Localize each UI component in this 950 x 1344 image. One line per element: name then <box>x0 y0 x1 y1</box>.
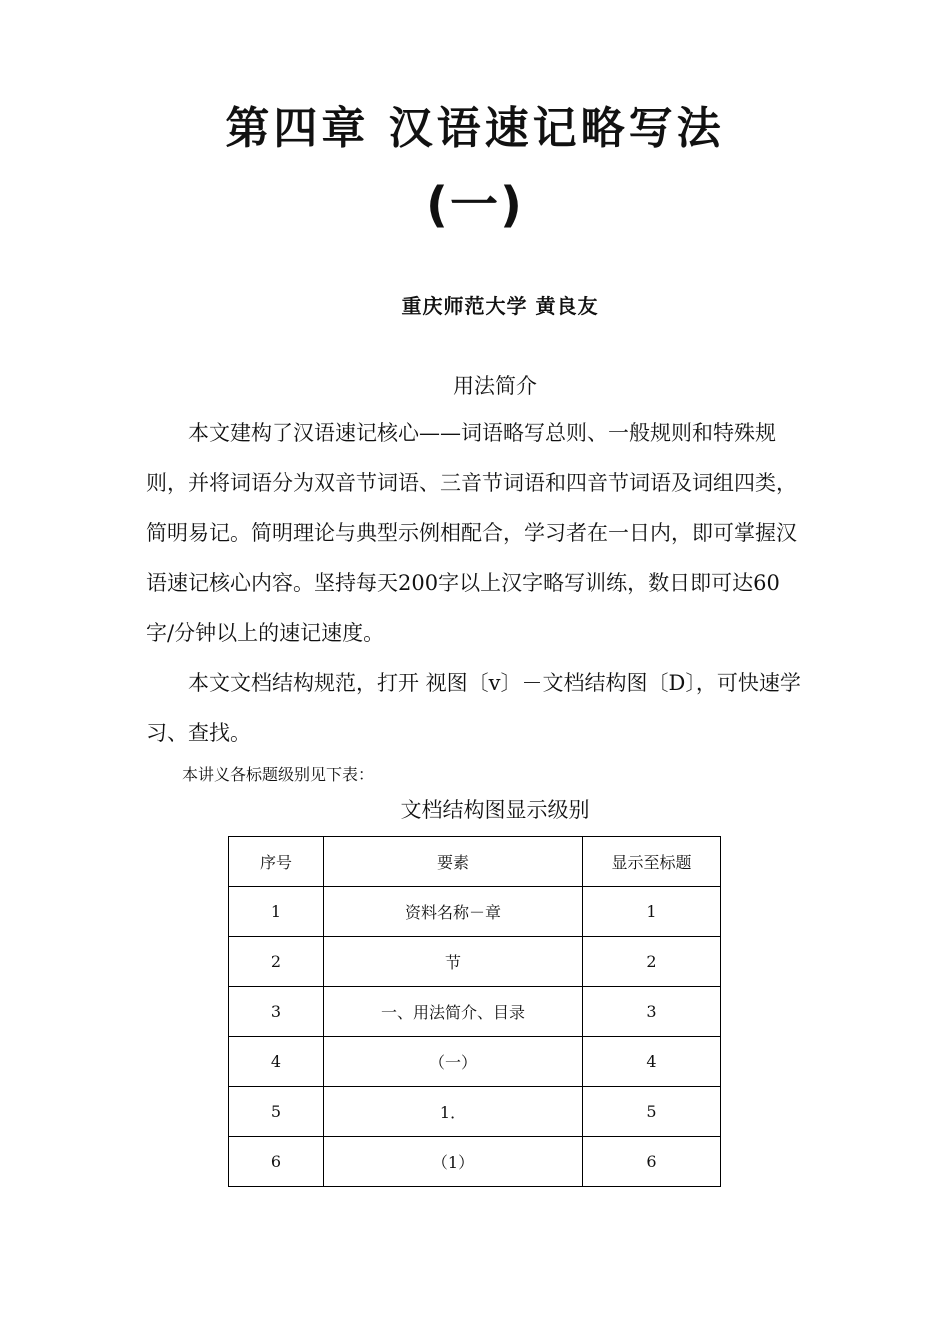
table-cell: 6 <box>583 1137 721 1187</box>
table-cell: 4 <box>229 1037 324 1087</box>
table-cell: 节 <box>324 937 583 987</box>
section-heading: 用法简介 <box>453 374 537 398</box>
table-header-cell: 显示至标题 <box>583 837 721 887</box>
table-cell: 5 <box>583 1087 721 1137</box>
table-cell: 6 <box>229 1137 324 1187</box>
table-cell: 4 <box>583 1037 721 1087</box>
table-row <box>229 1037 721 1087</box>
table-cell: 1 <box>583 887 721 937</box>
table-caption: 文档结构图显示级别 <box>400 798 590 822</box>
chapter-title: 第四章 汉语速记略写法 <box>225 103 725 154</box>
table-header-row <box>229 837 721 887</box>
table-cell: 资料名称－章 <box>324 887 583 937</box>
table-cell: 一、用法简介、目录 <box>324 987 583 1037</box>
table-cell: 3 <box>583 987 721 1037</box>
table-cell: 2 <box>583 937 721 987</box>
table-row <box>229 937 721 987</box>
table-header-cell: 要素 <box>324 837 583 887</box>
table-cell: 3 <box>229 987 324 1037</box>
table-cell: 5 <box>229 1087 324 1137</box>
table-cell: （一） <box>324 1037 583 1087</box>
table-cell: 1 <box>229 887 324 937</box>
table-row <box>229 1087 721 1137</box>
structure-level-table <box>228 836 721 1187</box>
intro-paragraph-2: 本文文档结构规范，打开 视图〔v〕－文档结构图〔D〕，可快速学习、查找。 <box>146 671 801 745</box>
table-cell: （1） <box>324 1137 583 1187</box>
table-cell: 2 <box>229 937 324 987</box>
author-line: 重庆师范大学 黄良友 <box>401 294 599 318</box>
intro-paragraph-1: 本文建构了汉语速记核心——词语略写总则、一般规则和特殊规则，并将词语分为双音节词语、三音节词语和四音节词语及词组四类，简明易记。简明理论与典型示例相配合，学习者在一日内，即可掌握汉语速记核心内容。坚持每天200字以上汉字略写训练，数日即可达60字/分钟以上的速记速度。 <box>146 421 797 645</box>
chapter-subtitle: (一) <box>426 177 524 233</box>
table-row <box>229 987 721 1037</box>
table-header-cell: 序号 <box>229 837 324 887</box>
table-cell: 1． <box>324 1087 583 1137</box>
table-row <box>229 887 721 937</box>
table-row <box>229 1137 721 1187</box>
table-note: 本讲义各标题级别见下表： <box>182 765 375 784</box>
